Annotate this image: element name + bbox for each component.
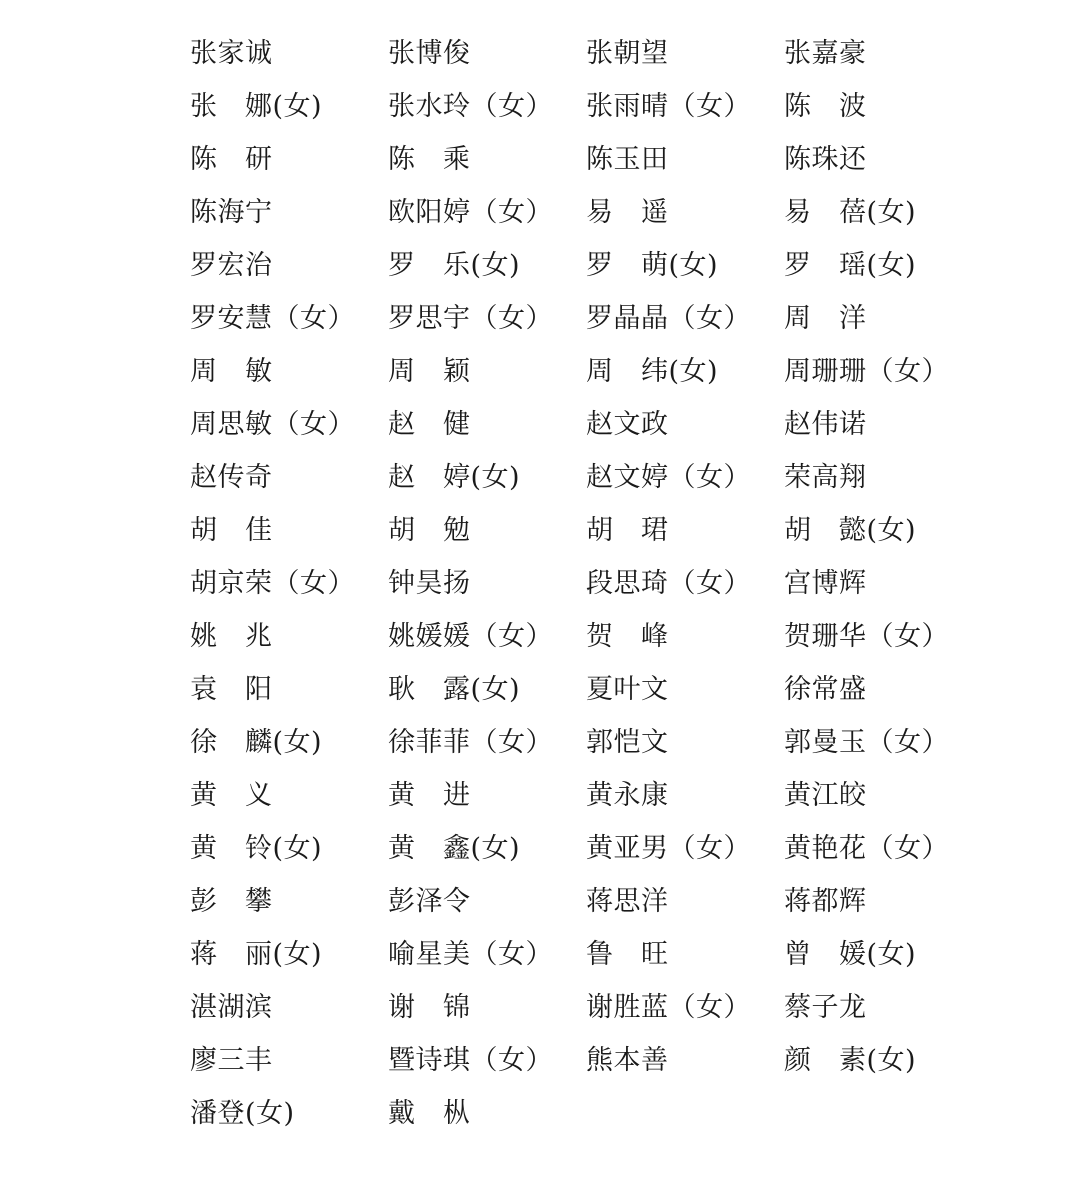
name-entry: 周 洋 (784, 303, 867, 334)
name-entry: 黄亚男（女） (586, 833, 751, 864)
name-entry: 陈 乘 (388, 144, 471, 175)
name-row (190, 880, 990, 933)
name-entry: 罗安慧（女） (190, 303, 355, 334)
name-row (190, 827, 990, 880)
name-entry: 蒋 丽(女) (190, 939, 323, 970)
name-entry: 欧阳婷（女） (388, 197, 553, 228)
name-entry: 赵 健 (388, 409, 471, 440)
name-entry: 蒋都辉 (784, 886, 867, 917)
name-entry: 贺 峰 (586, 621, 669, 652)
name-entry: 易 蓓(女) (784, 197, 917, 228)
name-entry: 张博俊 (388, 38, 471, 69)
name-entry: 张朝望 (586, 38, 669, 69)
name-entry: 黄艳花（女） (784, 833, 949, 864)
name-entry: 郭恺文 (586, 727, 669, 758)
name-entry: 蔡子龙 (784, 992, 867, 1023)
name-row (190, 85, 990, 138)
name-entry: 宫博辉 (784, 568, 867, 599)
name-entry: 喻星美（女） (388, 939, 553, 970)
name-row (190, 933, 990, 986)
name-entry: 姚媛媛（女） (388, 621, 553, 652)
name-entry: 黄永康 (586, 780, 669, 811)
name-entry: 胡京荣（女） (190, 568, 355, 599)
name-entry: 赵文政 (586, 409, 669, 440)
name-entry: 张嘉豪 (784, 38, 867, 69)
name-entry: 张水玲（女） (388, 91, 553, 122)
name-row (190, 1092, 990, 1145)
name-entry: 罗 乐(女) (388, 250, 521, 281)
name-entry: 罗宏治 (190, 250, 273, 281)
name-row (190, 350, 990, 403)
name-entry: 张雨晴（女） (586, 91, 751, 122)
name-entry: 陈玉田 (586, 144, 669, 175)
name-entry: 徐菲菲（女） (388, 727, 553, 758)
name-entry: 陈 研 (190, 144, 273, 175)
name-entry: 耿 露(女) (388, 674, 521, 705)
name-entry: 段思琦（女） (586, 568, 751, 599)
name-entry: 鲁 旺 (586, 939, 669, 970)
name-row (190, 615, 990, 668)
name-entry: 周 颖 (388, 356, 471, 387)
name-list (190, 32, 990, 1145)
name-row (190, 986, 990, 1039)
name-row (190, 1039, 990, 1092)
name-row (190, 509, 990, 562)
name-entry: 赵 婷(女) (388, 462, 521, 493)
name-row (190, 138, 990, 191)
name-entry: 罗 瑶(女) (784, 250, 917, 281)
name-entry: 谢胜蓝（女） (586, 992, 751, 1023)
name-entry: 黄 进 (388, 780, 471, 811)
name-row (190, 721, 990, 774)
name-entry: 赵传奇 (190, 462, 273, 493)
name-row (190, 562, 990, 615)
name-entry: 陈海宁 (190, 197, 273, 228)
name-entry: 罗晶晶（女） (586, 303, 751, 334)
name-row (190, 297, 990, 350)
name-entry: 谢 锦 (388, 992, 471, 1023)
name-entry: 胡 珺 (586, 515, 669, 546)
name-entry: 徐常盛 (784, 674, 867, 705)
name-entry: 姚 兆 (190, 621, 273, 652)
name-row (190, 456, 990, 509)
name-entry: 廖三丰 (190, 1045, 273, 1076)
name-entry: 袁 阳 (190, 674, 273, 705)
name-row (190, 32, 990, 85)
name-entry: 钟昊扬 (388, 568, 471, 599)
name-entry: 曾 媛(女) (784, 939, 917, 970)
name-entry: 赵文婷（女） (586, 462, 751, 493)
name-entry: 郭曼玉（女） (784, 727, 949, 758)
name-entry: 徐 麟(女) (190, 727, 323, 758)
name-entry: 胡 懿(女) (784, 515, 917, 546)
name-entry: 赵伟诺 (784, 409, 867, 440)
name-entry: 暨诗琪（女） (388, 1045, 553, 1076)
name-entry: 黄 鑫(女) (388, 833, 521, 864)
name-entry: 罗 萌(女) (586, 250, 719, 281)
name-entry: 戴 枞 (388, 1098, 471, 1129)
name-entry: 彭泽令 (388, 886, 471, 917)
name-entry: 张家诚 (190, 38, 273, 69)
name-row (190, 191, 990, 244)
name-entry: 夏叶文 (586, 674, 669, 705)
name-entry: 黄江皎 (784, 780, 867, 811)
name-entry: 张 娜(女) (190, 91, 323, 122)
name-entry: 周思敏（女） (190, 409, 355, 440)
name-entry: 罗思宇（女） (388, 303, 553, 334)
name-entry: 胡 佳 (190, 515, 273, 546)
name-entry: 蒋思洋 (586, 886, 669, 917)
name-entry: 彭 攀 (190, 886, 273, 917)
name-entry: 胡 勉 (388, 515, 471, 546)
name-row (190, 774, 990, 827)
name-entry: 颜 素(女) (784, 1045, 917, 1076)
name-entry: 黄 铃(女) (190, 833, 323, 864)
name-row (190, 668, 990, 721)
name-entry: 湛湖滨 (190, 992, 273, 1023)
name-row (190, 403, 990, 456)
name-entry: 黄 义 (190, 780, 273, 811)
name-row (190, 244, 990, 297)
name-entry: 易 遥 (586, 197, 669, 228)
name-entry: 荣高翔 (784, 462, 867, 493)
name-entry: 贺珊华（女） (784, 621, 949, 652)
name-entry: 周 纬(女) (586, 356, 719, 387)
name-entry: 周珊珊（女） (784, 356, 949, 387)
name-entry: 陈珠还 (784, 144, 867, 175)
name-entry: 陈 波 (784, 91, 867, 122)
name-entry: 潘登(女) (190, 1098, 295, 1129)
name-entry: 周 敏 (190, 356, 273, 387)
name-entry: 熊本善 (586, 1045, 669, 1076)
